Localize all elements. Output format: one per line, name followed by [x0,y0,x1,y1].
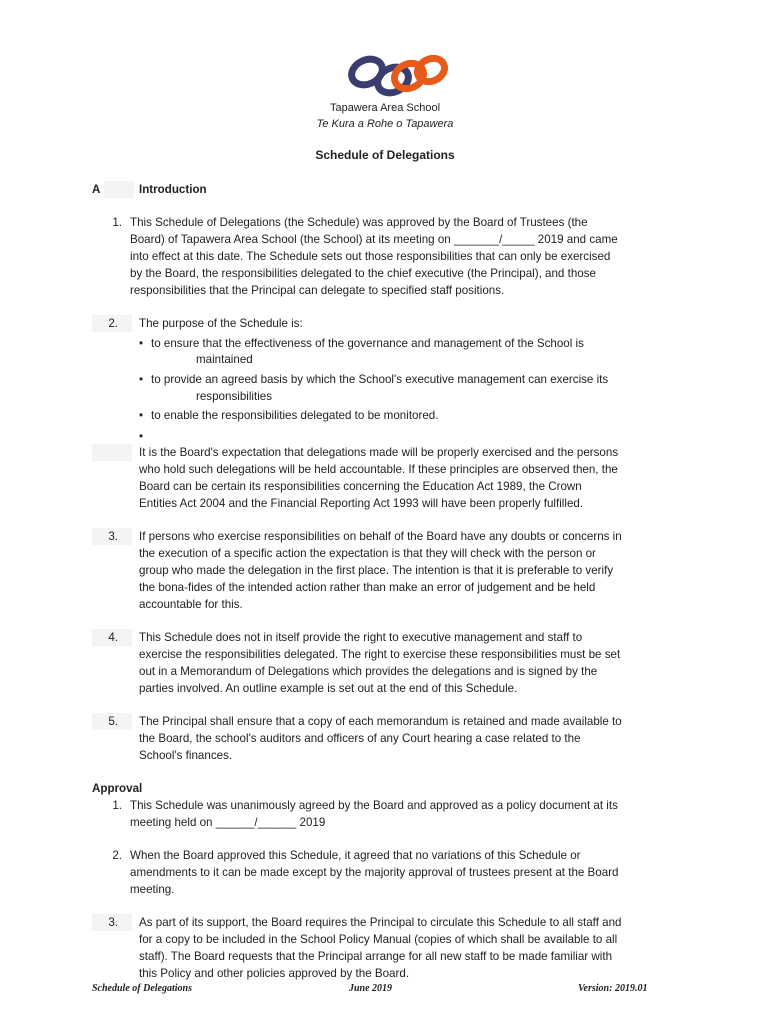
footer-date: June 2019 [349,983,393,994]
bullet-text: to enable the responsibilities delegated to be monitored. [151,409,439,422]
section-letter: A [92,183,101,196]
text-line: the Board, the school's auditors and officers of any Court hearing a case related to the [139,732,581,745]
shaded-tab [104,181,134,198]
footer-title: Schedule of Delegations [92,983,192,994]
bullet-icon: • [139,430,144,443]
paragraph [139,444,679,512]
section-heading: Introduction [139,183,207,196]
text-line: This Schedule does not in itself provide the right to executive management and staff to [139,631,583,644]
text-line: If persons who exercise responsibilities on behalf of the Board have any doubts or concerns in [139,530,622,543]
bullet-icon: • [139,373,144,386]
text-line: staff). The Board requests that the Principal arrange for all new staff to be made familiar with [139,950,613,963]
school-name: Tapawera Area School [329,102,441,114]
bullet-continuation: responsibilities [196,390,273,403]
item-number: 2. [108,317,118,330]
school-tagline: Te Kura a Rohe o Tapawera [316,118,454,130]
text-line: by the Board, the responsibilities delegated to the chief executive (the Principal), and those [130,267,596,280]
text-line: Entities Act 2004 and the Financial Reporting Act 1993 will have been properly fulfilled. [139,497,584,510]
shaded-tab [92,444,132,461]
text-line: meeting held on ______/______ 2019 [130,816,326,829]
text-line: the bona-fides of the intended action rather than make an error of judgement and be held [139,581,596,594]
text-line: responsibilities that the Principal can delegate to specified staff positions. [130,284,505,297]
approval-heading: Approval [92,782,143,795]
paragraph [130,797,678,831]
text-line: who hold such delegations will be held accountable. If these principles are observed then, the [139,463,618,476]
text-line: It is the Board's expectation that delegations made will be properly exercised and the persons [139,446,619,459]
paragraph [139,914,679,982]
text-line: meeting. [130,883,175,896]
text-line: When the Board approved this Schedule, it agreed that no variations of this Schedule or [130,849,581,862]
paragraph [130,847,678,898]
paragraph-intro: The purpose of the Schedule is: [139,317,303,330]
text-line: This Schedule was unanimously agreed by the Board and approved as a policy document at its [130,799,618,812]
bullet-icon: • [139,337,144,350]
text-line: This Schedule of Delegations (the Schedule) was approved by the Board of Trustees (the [130,216,588,229]
paragraph [130,214,678,299]
bullet-text: to ensure that the effectiveness of the governance and management of the School is [151,337,584,350]
item-number: 2. [112,849,122,862]
text-line: Board) of Tapawera Area School (the School) at its meeting on _______/_____ 2019 and came [130,233,618,246]
text-line: accountable for this. [139,598,243,611]
text-line: Board can be certain its responsibilities concerning the Education Act 1989, the Crown [139,480,582,493]
footer-version: Version: 2019.01 [578,983,648,994]
paragraph [139,629,679,697]
text-line: into effect at this date. The Schedule sets out those responsibilities that can only be exercised [130,250,611,263]
item-number: 1. [112,216,122,229]
text-line: this Policy and other policies approved by the Board. [139,967,410,980]
paragraph [139,528,679,613]
paragraph [139,713,679,764]
text-line: the execution of a specific action the expectation is that they will check with the person or [139,547,596,560]
item-number: 3. [108,916,118,929]
text-line: As part of its support, the Board requires the Principal to circulate this Schedule to all staff and [139,916,622,929]
text-line: for a copy to be included in the School Policy Manual (copies of which shall be available to all [139,933,618,946]
item-number: 5. [108,715,118,728]
text-line: out in a Memorandum of Delegations which provides the delegations and is signed by the [139,665,598,678]
item-number: 3. [108,530,118,543]
bullet-text: to provide an agreed basis by which the School's executive management can exercise its [151,373,609,386]
item-number: 1. [112,799,122,812]
bullet-icon: • [139,409,144,422]
text-line: The Principal shall ensure that a copy of each memorandum is retained and made available to [139,715,622,728]
item-number: 4. [108,631,118,644]
text-line: group who made the delegation in the first place. The intention is that it is preferable to verify [139,564,614,577]
bullet-continuation: maintained [196,353,253,366]
text-line: amendments to it can be made except by the majority approval of trustees present at the Board [130,866,619,879]
text-line: exercise the responsibilities delegated. The right to exercise these responsibilities must be set [139,648,621,661]
text-line: School's finances. [139,749,233,762]
logo-link-orange-2 [414,54,449,86]
text-line: parties involved. An outline example is set out at the end of this Schedule. [139,682,518,695]
school-logo [345,52,449,102]
document-title: Schedule of Delegations [315,148,455,162]
